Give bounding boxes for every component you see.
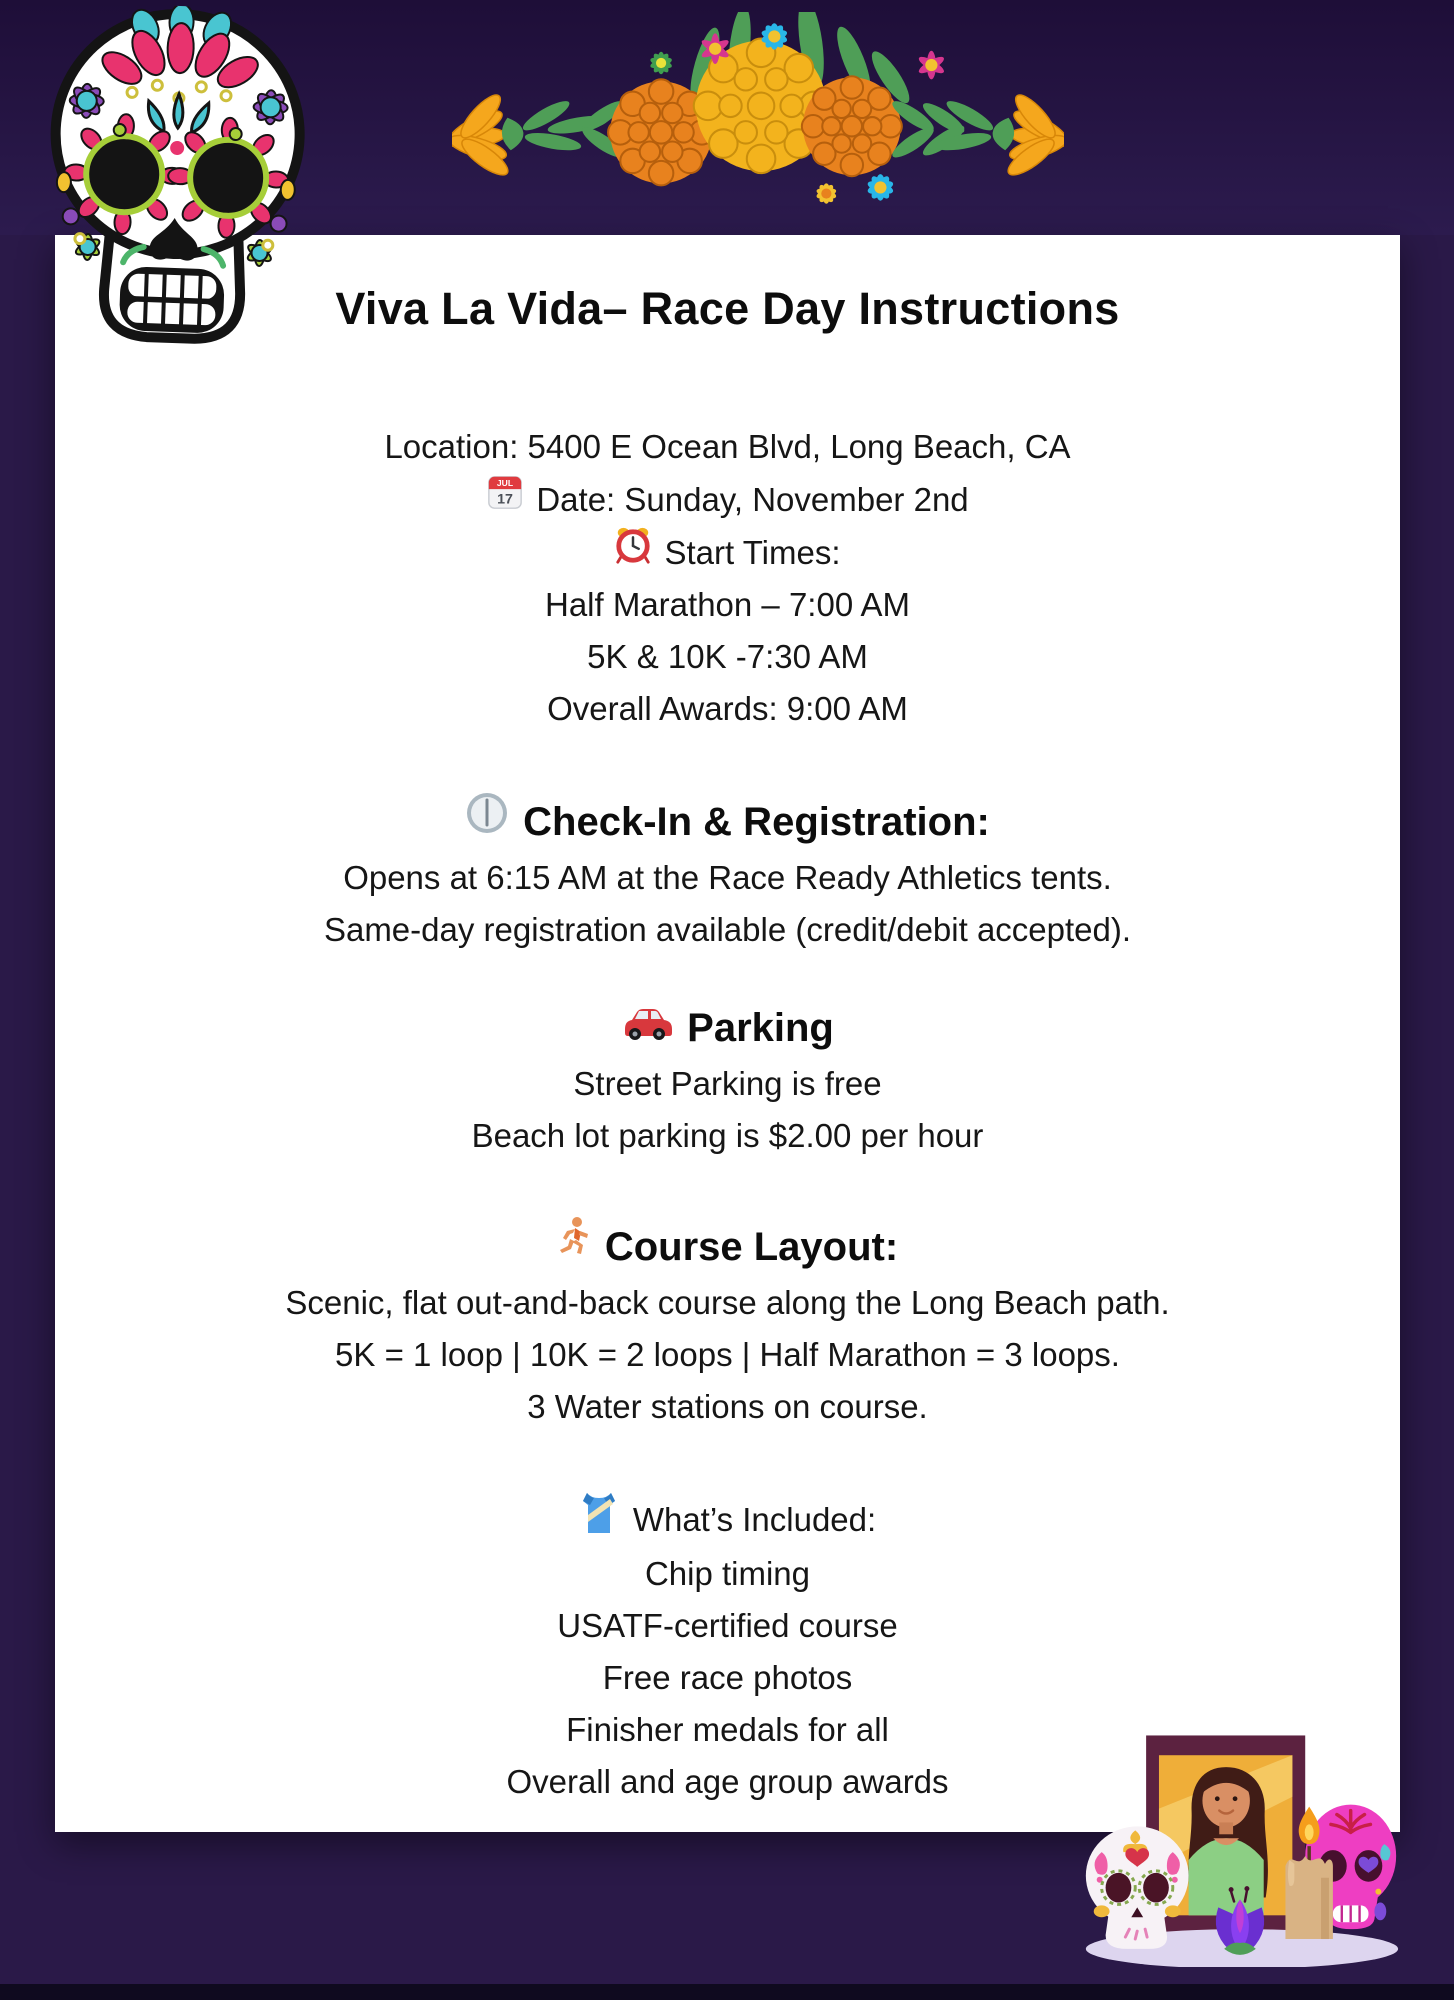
course-line-2: 5K = 1 loop | 10K = 2 loops | Half Marathon = 3 loops. <box>335 1336 1120 1373</box>
section-parking-heading <box>55 998 1400 1058</box>
section-checkin-heading <box>55 791 1400 852</box>
clock-icon <box>465 791 509 852</box>
course-line-3: 3 Water stations on course. <box>527 1388 928 1425</box>
checkin-line-1: Opens at 6:15 AM at the Race Ready Athletics tents. <box>343 859 1112 896</box>
runner-icon <box>557 1216 591 1277</box>
page-title: Viva La Vida– Race Day Instructions <box>335 283 1120 334</box>
section-parking-title: Parking <box>687 1006 834 1050</box>
running-shirt-icon <box>579 1491 619 1548</box>
start-times-label: Start Times: <box>664 533 841 571</box>
section-checkin-title: Check-In & Registration: <box>523 799 990 844</box>
start-times-line <box>55 526 1400 579</box>
section-course-title: Course Layout: <box>604 1224 899 1269</box>
included-line-2: USATF-certified course <box>557 1607 898 1644</box>
included-line-4: Finisher medals for all <box>566 1711 889 1748</box>
section-course <box>55 1216 1400 1433</box>
car-icon <box>621 998 673 1058</box>
calendar-icon <box>486 473 524 526</box>
checkin-line-2: Same-day registration available (credit/debit accepted). <box>323 911 1132 948</box>
section-included <box>55 1491 1400 1808</box>
top-band <box>0 0 1454 235</box>
included-line-1: Chip timing <box>644 1555 811 1592</box>
section-parking <box>55 998 1400 1162</box>
bottom-strip <box>0 1984 1454 2000</box>
flyer-card <box>55 235 1400 1832</box>
course-line-1: Scenic, flat out-and-back course along the Long Beach path. <box>285 1284 1170 1321</box>
included-line-3: Free race photos <box>602 1659 853 1696</box>
start-time-half: Half Marathon – 7:00 AM <box>544 586 911 623</box>
section-included-title: What’s Included: <box>632 1500 877 1538</box>
event-info-block <box>55 421 1400 735</box>
section-included-heading <box>55 1491 1400 1548</box>
included-line-5: Overall and age group awards <box>506 1763 949 1800</box>
location-line: Location: 5400 E Ocean Blvd, Long Beach, CA <box>384 428 1071 465</box>
parking-line-1: Street Parking is free <box>573 1065 882 1102</box>
date-line <box>55 473 1400 526</box>
calendar-month-label: JUL <box>497 477 514 488</box>
date-text: Date: Sunday, November 2nd <box>536 480 969 518</box>
parking-line-2: Beach lot parking is $2.00 per hour <box>471 1117 984 1154</box>
section-course-heading <box>55 1216 1400 1277</box>
start-time-5k10k: 5K & 10K -7:30 AM <box>587 638 868 675</box>
start-time-awards: Overall Awards: 9:00 AM <box>547 690 908 727</box>
calendar-day-label: 17 <box>497 491 514 508</box>
alarm-clock-icon <box>614 526 652 579</box>
section-checkin <box>55 791 1400 956</box>
